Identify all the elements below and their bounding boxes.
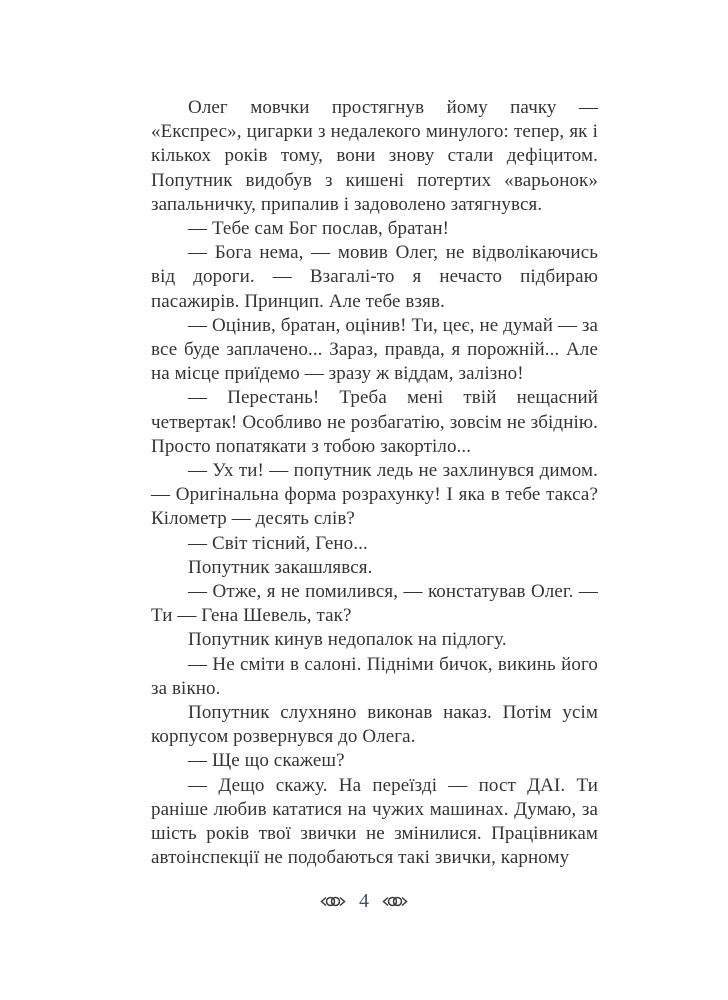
page-number: 4 [359, 890, 369, 912]
paragraph: Попутник закашлявся. [188, 556, 373, 578]
paragraph: Олег мовчки простягнув йому пачку — «Експрес», цигарки з недалекого минулого: тепер, як і кількох років тому, вони знову стали дефіцитом. Попутник видобув з кишені потертих «варьонок» запальничку, припалив і задоволено затягнувся. [151, 97, 598, 215]
paragraph: — Не сміти в салоні. Підніми бичок, викинь його за вікно. [151, 653, 598, 699]
paragraph: Попутник слухняно виконав наказ. Потім усім корпусом розвернувся до Олега. [151, 702, 598, 748]
paragraph: — Тебе сам Бог послав, братан! [188, 218, 450, 240]
paragraph: — Отже, я не помилився, — констатував Олег. — Ти — Гена Шевель, так? [151, 581, 598, 627]
page-footer [0, 891, 728, 911]
page-text-block [151, 96, 598, 871]
fleuron-right-icon [382, 895, 408, 908]
paragraph: — Світ тісний, Гено... [188, 532, 368, 554]
paragraph: — Дещо скажу. На переїзді — пост ДАІ. Ти раніше любив кататися на чужих машинах. Думаю, за шість років твої звички не змінилися. Працівникам автоінспекції не подобаються такі звички, карному [151, 774, 598, 869]
paragraph: — Оцінив, братан, оцінив! Ти, цеє, не думай — за все буде заплачено... Зараз, правда, я порожній... Але на місце приїдемо — зразу ж віддам, залізно! [151, 314, 598, 385]
paragraph: — Ух ти! — попутник ледь не захлинувся димом. — Оригінальна форма розрахунку! І яка в тебе такса? Кілометр — десять слів? [151, 460, 598, 530]
paragraph: — Перестань! Треба мені твій нещасний четвертак! Особливо не розбагатію, зовсім не збіднію. Просто попатякати з тобою закортіло... [151, 387, 598, 457]
paragraph: Попутник кинув недопалок на підлогу. [188, 629, 507, 651]
paragraph: — Ще що скажеш? [188, 750, 345, 772]
fleuron-left-icon [320, 895, 346, 908]
paragraph: — Бога нема, — мовив Олег, не відволікаючись від дороги. — Взагалі-то я нечасто підбираю пасажирів. Принцип. Але тебе взяв. [151, 242, 598, 312]
